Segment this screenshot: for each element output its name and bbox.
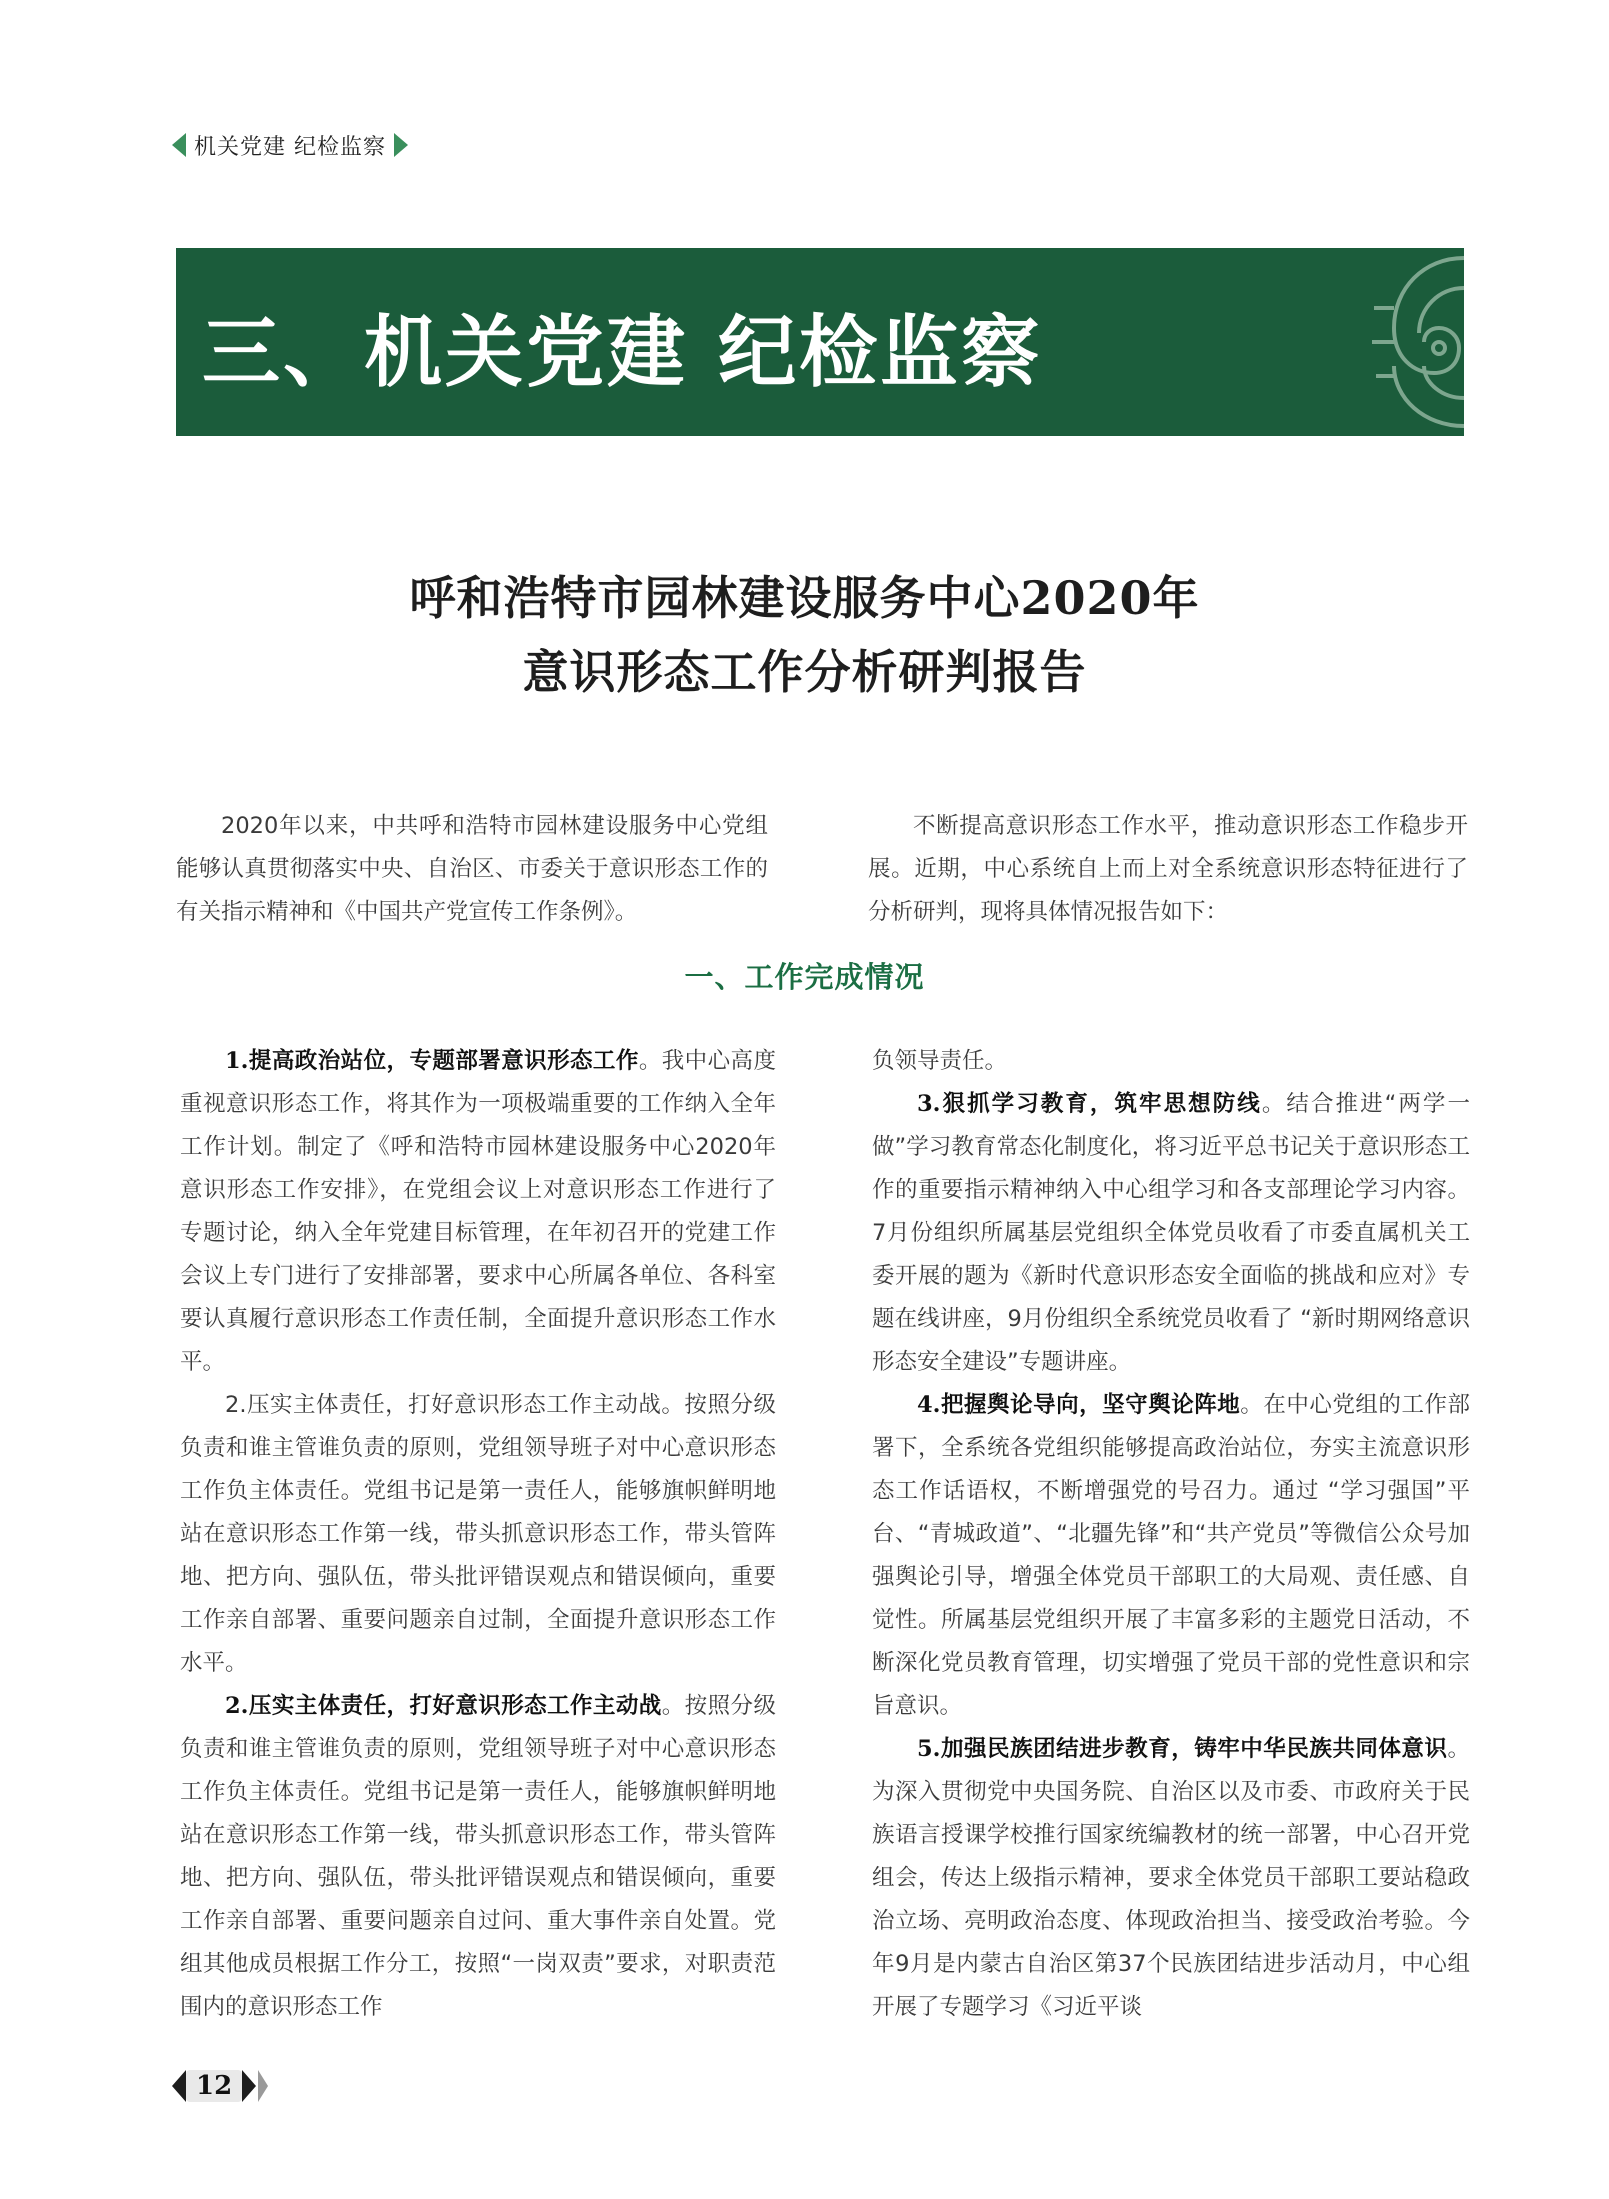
page-number bbox=[172, 2066, 268, 2106]
paragraph-1-lead: 1.提高政治站位，专题部署意识形态工作 bbox=[225, 1048, 639, 1074]
body-left-column bbox=[180, 1040, 776, 2029]
page-chevron-right-light-icon bbox=[258, 2070, 268, 2102]
banner-title: 三、机关党建 纪检监察 bbox=[202, 308, 1043, 398]
article-title-line1: 呼和浩特市园林建设服务中心2020年 bbox=[409, 571, 1200, 625]
page-chevron-left-icon bbox=[172, 2070, 186, 2102]
paragraph-6 bbox=[872, 1728, 1470, 2029]
intro-left-text: 2020年以来，中共呼和浩特市园林建设服务中心党组能够认真贯彻落实中央、自治区、市委关于意识形态工作的有关指示精神和《中国共产党宣传工作条例》。 bbox=[176, 813, 768, 925]
running-head bbox=[172, 128, 408, 162]
chevron-right-icon bbox=[394, 133, 408, 157]
paragraph-4 bbox=[872, 1083, 1470, 1384]
paragraph-2: 2.压实主体责任，打好意识形态工作主动战。按照分级负责和谁主管谁负责的原则，党组领导班子对中心意识形态工作负主体责任。党组书记是第一责任人，能够旗帜鲜明地站在意识形态工作第一线，带头抓意识形态工作，带头管阵地、把方向、强队伍，带头批评错误观点和错误倾向，重要工作亲自部署、重要问题亲自过制，全面提升意识形态工作水平。 bbox=[180, 1392, 776, 1676]
paragraph-5 bbox=[872, 1384, 1470, 1728]
article-title-line2: 意识形态工作分析研判报告 bbox=[522, 645, 1087, 699]
section-heading: 一、工作完成情况 bbox=[684, 960, 925, 994]
paragraph-3-text: 。按照分级负责和谁主管谁负责的原则，党组领导班子对中心意识形态工作负主体责任。党组书记是第一责任人，能够旗帜鲜明地站在意识形态工作第一线，带头抓意识形态工作，带头管阵地、把方向、强队伍，带头批评错误观点和错误倾向，重要工作亲自部署、重要问题亲自过问、重大事件亲自处置。党组其他成员根据工作分工，按照“一岗双责”要求，对职责范围内的意识形态工作 bbox=[180, 1693, 776, 2020]
running-head-text: 机关党建 纪检监察 bbox=[194, 134, 386, 160]
ornament-icon bbox=[1354, 248, 1464, 436]
paragraph-6-lead: 5.加强民族团结进步教育，铸牢中华民族共同体意识 bbox=[917, 1736, 1448, 1762]
section-banner bbox=[176, 248, 1464, 436]
paragraph-4-text: 。结合推进“两学一做”学习教育常态化制度化，将习近平总书记关于意识形态工作的重要指示精神纳入中心组学习和各支部理论学习内容。7月份组织所属基层党组织全体党员收看了市委直属机关工委开展的题为《新时代意识形态安全面临的挑战和应对》专题在线讲座，9月份组织全系统党员收看了 “新时期网络意识形态安全建设”专题讲座。 bbox=[872, 1091, 1470, 1375]
paragraph-1 bbox=[180, 1040, 776, 1384]
intro-right-text: 不断提高意识形态工作水平，推动意识形态工作稳步开展。近期，中心系统自上而上对全系统意识形态特征进行了分析研判，现将具体情况报告如下： bbox=[868, 813, 1468, 925]
paragraph-1-text: 。我中心高度重视意识形态工作，将其作为一项极端重要的工作纳入全年工作计划。制定了《呼和浩特市园林建设服务中心2020年意识形态工作安排》，在党组会议上对意识形态工作进行了专题讨论，纳入全年党建目标管理，在年初召开的党建工作会议上专门进行了安排部署，要求中心所属各单位、各科室要认真履行意识形态工作责任制，全面提升意识形态工作水平。 bbox=[180, 1048, 776, 1375]
intro-right bbox=[868, 805, 1468, 934]
paragraph-6-text: 。为深入贯彻党中央国务院、自治区以及市委、市政府关于民族语言授课学校推行国家统编教材的统一部署，中心召开党组会，传达上级指示精神，要求全体党员干部职工要站稳政治立场、亮明政治态度、体现政治担当、接受政治考验。今年9月是内蒙古自治区第37个民族团结进步活动月，中心组开展了专题学习《习近平谈 bbox=[872, 1736, 1470, 2020]
paragraph-5-text: 。在中心党组的工作部署下，全系统各党组织能够提高政治站位，夯实主流意识形态工作话语权，不断增强党的号召力。通过 “学习强国”平台、“青城政道”、“北疆先锋”和“共产党员”等微信公众号加强舆论引导，增强全体党员干部职工的大局观、责任感、自觉性。所属基层党组织开展了丰富多彩的主题党日活动，不断深化党员教育管理，切实增强了党员干部的党性意识和宗旨意识。 bbox=[872, 1392, 1470, 1719]
paragraph-3-lead: 2.压实主体责任，打好意识形态工作主动战 bbox=[225, 1693, 662, 1719]
body-right-column bbox=[872, 1040, 1470, 2029]
chevron-left-icon bbox=[172, 133, 186, 157]
page-number-text: 12 bbox=[186, 2070, 242, 2102]
paragraph-3 bbox=[180, 1685, 776, 2029]
intro-left bbox=[176, 805, 768, 934]
page-chevron-right-icon bbox=[242, 2070, 256, 2102]
paragraph-3-continued: 负领导责任。 bbox=[872, 1048, 1008, 1074]
paragraph-4-lead: 3.狠抓学习教育，筑牢思想防线 bbox=[917, 1091, 1262, 1117]
paragraph-5-lead: 4.把握舆论导向，坚守舆论阵地 bbox=[917, 1392, 1241, 1418]
